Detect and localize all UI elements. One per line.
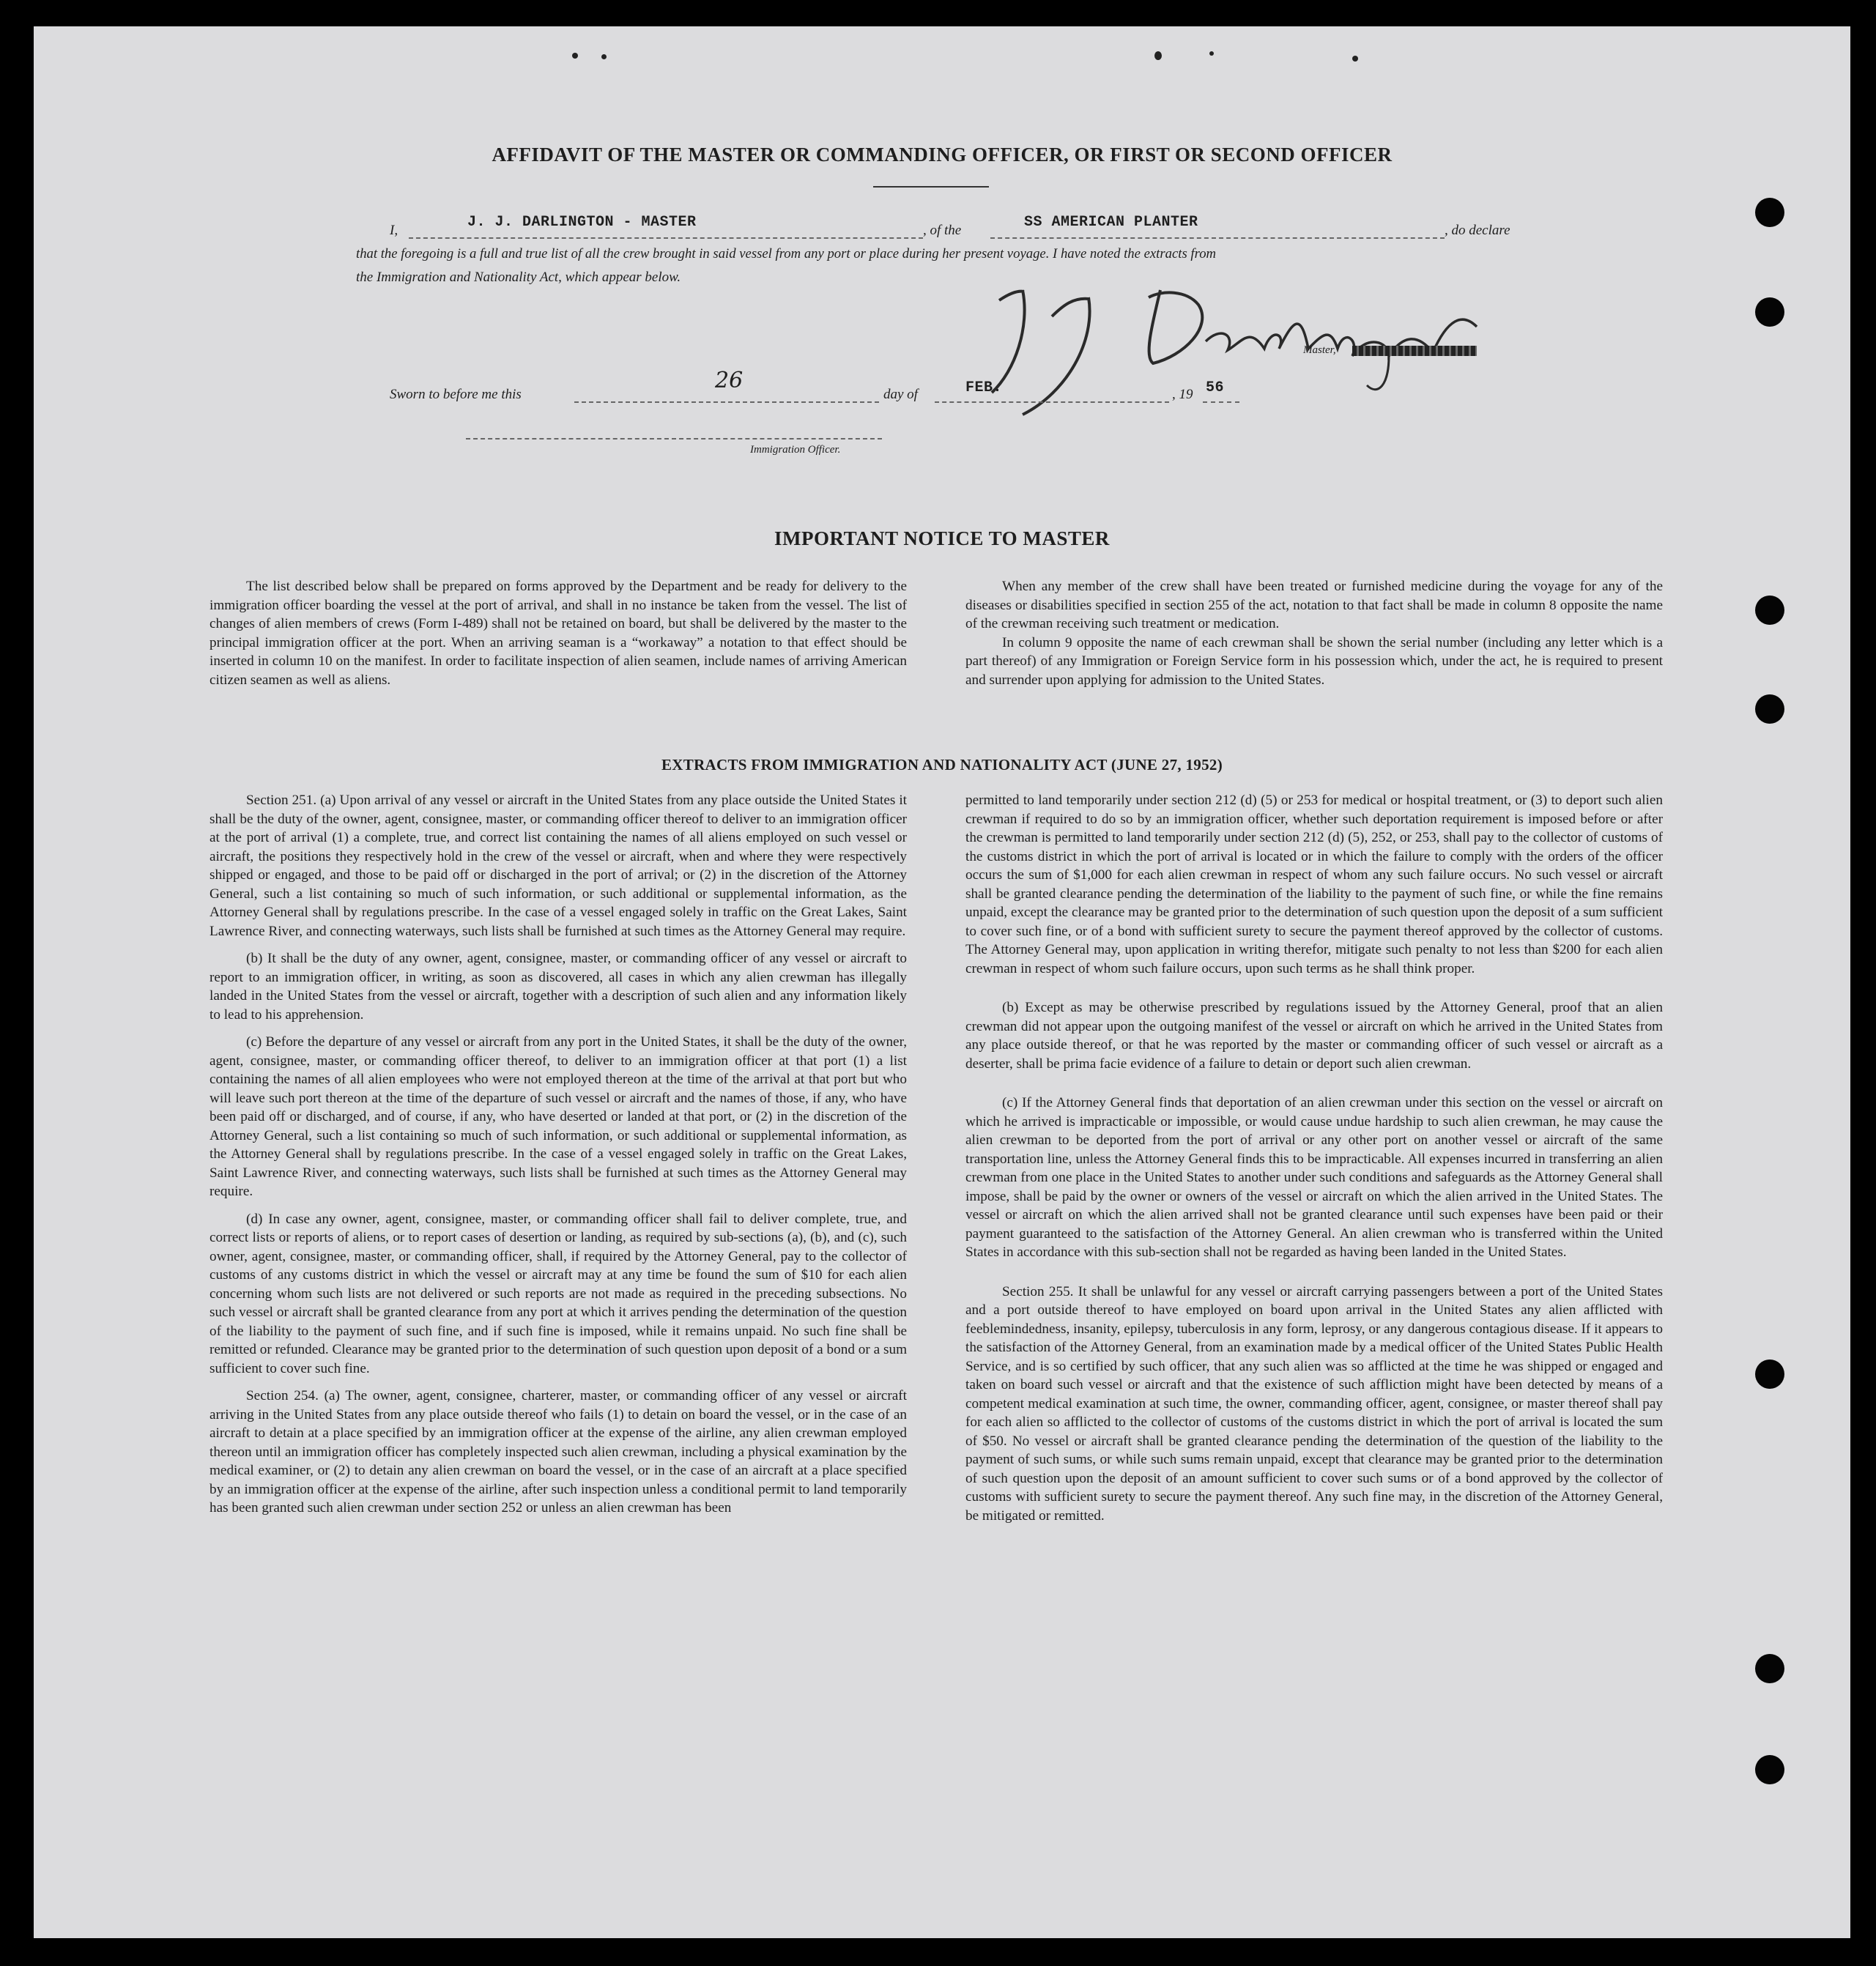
punch-hole	[1755, 297, 1784, 327]
punch-hole	[1755, 694, 1784, 724]
officer-signature-line	[466, 438, 882, 439]
section-paragraph: (d) In case any owner, agent, consignee, master, or commanding officer shall fail to deliver complete, true, and correct lists or reports of aliens, or to report cases of desertion or landing, as required by sub-sections (a), (b), and (c), such owner, agent, consignee, master, or commanding officer, shall, if required by the Attorney General, pay to the collector of customs of any customs district in which the vessel or aircraft may at any time be found the sum of $10 for each alien concerning whom such lists are not delivered or such reports are not made as required in the preceding subsections. No such vessel or aircraft shall be granted clearance from any port at which it arrives pending the determination of the question of the liability to the payment of such fine, and if such fine is imposed, while it remains unpaid. No such fine shall be remitted or refunded. Clearance may be granted prior to the determination of such question upon deposit of a bond or a sum sufficient to cover such fine.	[210, 1211, 907, 1376]
notice-title: IMPORTANT NOTICE TO MASTER	[774, 527, 1110, 549]
punch-hole	[1755, 596, 1784, 625]
scan-speck	[572, 53, 578, 59]
title-rule	[873, 186, 989, 188]
scan-speck	[601, 54, 607, 59]
affidavit-title: AFFIDAVIT OF THE MASTER OR COMMANDING OFFICER, OR FIRST OR SECOND OFFICER	[492, 144, 1393, 166]
notice-paragraph: The list described below shall be prepared on forms approved by the Department and be ready for delivery to the immigration officer boarding the vessel at the port of arrival, and shall in no instance be taken from the vessel. The list of changes of alien members of crews (Form I-489) shall not be retained on board, but shall be delivered by the master to the principal immigration officer at the port. When an arriving seaman is a “workaway” a notation to that effect should be inserted in column 10 on the manifest. In order to facilitate inspection of alien seamen, include names of arriving American citizen seamen as well as aliens.	[210, 579, 907, 688]
scan-speck	[1154, 51, 1162, 60]
i-label: I,	[390, 223, 398, 238]
punch-hole	[1755, 1359, 1784, 1389]
name-line	[409, 237, 923, 239]
month-line	[935, 401, 1169, 403]
year-prefix: , 19	[1172, 387, 1193, 402]
vessel-name-field: SS AMERICAN PLANTER	[1024, 214, 1198, 231]
section-paragraph: Section 254. (a) The owner, agent, consignee, charterer, master, or commanding officer of any vessel or aircraft arriving in the United States from any place outside thereof who fails (1) to detain on board the vessel, or in the case of an aircraft to detain at a place specified by an immigration officer at the expense of the airline, any alien crewman employed thereon until an immigration officer has completely inspected such alien crewman, including a physical examination by the medical examiner, or (2) to detain any alien crewman on board the vessel, or in the case of an aircraft at a place specified by an immigration officer at the expense of the airline, after such inspection unless a conditional permit to land temporarily has been granted such alien crewman under section 252 or unless an alien crewman has been	[210, 1388, 907, 1516]
scan-speck	[1352, 56, 1358, 62]
immigration-officer-label: Immigration Officer.	[750, 444, 841, 456]
scan-speck	[1209, 51, 1214, 56]
master-name-field: J. J. DARLINGTON - MASTER	[467, 214, 697, 231]
of-the-label: , of the	[923, 223, 962, 238]
extracts-left-column	[210, 791, 907, 1527]
punch-hole	[1755, 198, 1784, 227]
notice-left-column	[210, 577, 907, 698]
punch-hole	[1755, 1755, 1784, 1784]
section-paragraph: (b) It shall be the duty of any owner, agent, consignee, master, or commanding officer of any vessel or aircraft to report to an immigration officer, in writing, as soon as discovered, all cases in which any alien crewman has illegally landed in the United States from the vessel or aircraft, together with a description of such alien and any information likely to lead to his apprehension.	[210, 951, 907, 1023]
extracts-title: EXTRACTS FROM IMMIGRATION AND NATIONALITY ACT (JUNE 27, 1952)	[661, 756, 1223, 774]
day-value: 26	[715, 368, 744, 393]
vessel-line	[990, 237, 1445, 239]
section-paragraph: permitted to land temporarily under section 212 (d) (5) or 253 for medical or hospital treatment, or (3) to deport such alien crewman if required to do so by an immigration officer, whether such deportation requirement is imposed before or after the crewman is permitted to land temporarily under section 212 (d) (5), 252, or 253, shall pay to the collector of customs of the customs district in which the port of arrival is located or in which the failure to comply with the orders of the officer occurs the sum of $1,000 for each alien crewman in respect of whom any such failure occurs. No such vessel or aircraft shall be granted clearance pending the determination of the liability to the payment of such fine, or while the fine remains unpaid, except the clearance may be granted prior to the determination of such question upon the deposit of a sum sufficient to cover such fine, or of a bond with sufficient surety to secure the payment thereof approved by the collector of customs. The Attorney General may, upon application in writing therefor, mitigate such penalty to not less than $200 for each alien crewman in respect of whom such failure occurs, upon such terms as he shall think proper.	[965, 793, 1663, 976]
section-paragraph: Section 255. It shall be unlawful for any vessel or aircraft carrying passengers between a port of the United States and a port outside thereof to have employed on board upon arrival in the United States any alien afflicted with feeblemindedness, insanity, epilepsy, tuberculosis in any form, leprosy, or any dangerous contagious disease. If it appears to the satisfaction of the Attorney General, from an examination made by a medical officer of the United States Public Health Service, and is so certified by such officer, that any such alien was so afflicted at the time he was shipped or engaged and taken on board such vessel or aircraft and that the existence of such affliction might have been detected by means of a competent medical examination at such time, the owner, commanding officer, agent, consignee, or master thereof shall pay for each alien so afflicted to the collector of customs of the customs district in which the port of arrival is located the sum of $50. No vessel or aircraft shall be granted clearance pending the determination of the question of the liability to the payment of such sums, or while such sums remain unpaid, except that clearance may be granted prior to the determination of such question upon the deposit of an amount sufficient to cover such sums or of a bond approved by the collector of customs with sufficient surety to secure the payment thereof. Any such fine may, in the discretion of the Attorney General, be mitigated or remitted.	[965, 1283, 1663, 1524]
year-line	[1203, 401, 1239, 403]
master-title-label: Master,	[1303, 344, 1336, 356]
notice-paragraph: When any member of the crew shall have been treated or furnished medicine during the voyage for any of the diseases or disabilities specified in section 255 of the act, notation to that fact shall be made in column 8 opposite the name of the crewman receiving such treatment or medication.	[965, 579, 1663, 631]
declaration-line: that the foregoing is a full and true list of all the crew brought in said vessel from any port or place during her present voyage. I have noted the extracts from	[356, 246, 1217, 261]
document-page	[34, 26, 1850, 1938]
section-paragraph: (c) If the Attorney General finds that deportation of an alien crewman under this section on the vessel or aircraft on which he arrived is impracticable or impossible, or would cause undue hardship to such alien crewman, he may cause the alien crewman to be deported from the port of arrival or any other port on another vessel or aircraft of the same transportation line, unless the Attorney General finds this to be impracticable. All expenses incurred in transferring an alien crewman from one place in the United States to another under such conditions and safeguards as the Attorney General shall impose, shall be paid by the owner or owners of the vessel or aircraft on which the alien arrived in the United States. The vessel or aircraft on which the alien arrived shall not be granted clearance until such expenses have been paid or their payment guaranteed to the satisfaction of the Attorney General. An alien crewman who is transferred within the United States in accordance with this sub-section shall not be regarded as having been landed in the United States.	[965, 1095, 1663, 1260]
punch-hole	[1755, 1654, 1784, 1683]
month-value: FEB.	[965, 379, 1003, 396]
day-of-label: day of	[883, 387, 918, 402]
extracts-right-column	[965, 791, 1663, 1534]
section-paragraph: Section 251. (a) Upon arrival of any vessel or aircraft in the United States from any place outside the United States it shall be the duty of the owner, agent, consignee, master, or commanding officer thereof to deliver to an immigration officer at the port of arrival (1) a complete, true, and correct list containing the names of all aliens employed on such vessel or aircraft, the positions they respectively hold in the crew of the vessel or aircraft, when and where they were respectively shipped or engaged, and those to be paid off or discharged in the port of arrival; or (2) in the discretion of the Attorney General, such a list containing so much of such information, or such additional or supplemental information, as the Attorney General shall by regulations prescribe. In the case of a vessel engaged solely in traffic on the Great Lakes, Saint Lawrence River, and connecting waterways, such lists shall be furnished at such times as the Attorney General may require.	[210, 793, 907, 939]
day-line	[574, 401, 879, 403]
struck-through-text	[1352, 346, 1477, 356]
declaration-line-end: the Immigration and Nationality Act, which appear below.	[356, 270, 681, 285]
section-paragraph: (c) Before the departure of any vessel or aircraft from any port in the United States, it shall be the duty of the owner, agent, consignee, master, or commanding officer thereof, to deliver to an immigration officer at that port (1) a list containing the names of all alien employees who were not employed thereon at the time of the arrival at that port but who will leave such port thereon at the time of the departure of such vessel or aircraft and the names of those, if any, who have been paid off or discharged, and of course, if any, who have deserted or landed at that port, or (2) in the discretion of the Attorney General, such a list containing so much of such information, or such additional or supplemental information, as the Attorney General shall by regulations prescribe. In the case of a vessel engaged solely in traffic on the Great Lakes, Saint Lawrence River, and connecting waterways, such lists shall be furnished at such times as the Attorney General may require.	[210, 1034, 907, 1199]
year-value: 56	[1206, 379, 1225, 396]
handwritten-signature	[979, 246, 1535, 437]
notice-right-column	[965, 577, 1663, 698]
do-declare-label: , do declare	[1445, 223, 1510, 238]
notice-paragraph: In column 9 opposite the name of each crewman shall be shown the serial number (including any letter which is a part thereof) of any Immigration or Foreign Service form in his possession which, under the act, he is required to present and surrender upon applying for admission to the United States.	[965, 634, 1663, 688]
section-paragraph: (b) Except as may be otherwise prescribed by regulations issued by the Attorney General, proof that an alien crewman did not appear upon the outgoing manifest of the vessel or aircraft on which he arrived in the United States from any place outside thereof, or that he was reported by the master or commanding officer of such vessel or aircraft as a deserter, shall be prima facie evidence of a failure to detain or deport such alien crewman.	[965, 1000, 1663, 1072]
sworn-label: Sworn to before me this	[390, 387, 522, 402]
